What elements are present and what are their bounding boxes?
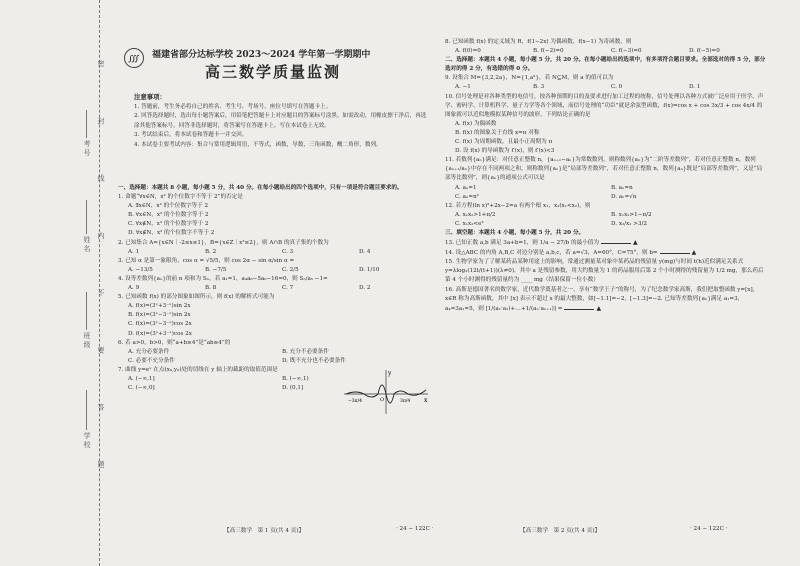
notes-block	[134, 93, 430, 151]
exam-title: 高三数学质量监测	[205, 63, 342, 81]
q10-option-b[interactable]: B. f(x) 的图象关于直线 x=π 对称	[455, 129, 540, 136]
question-4: 4. 设等差数列{aₙ}的前 n 项和为 Sₙ，若 a₁=1，a₄a₆−5a₆−16=0，则 S₅/a₅ −1=	[118, 275, 328, 282]
q4-option-c[interactable]: C. 7	[282, 285, 294, 292]
question-16	[445, 286, 767, 314]
q12-option-c[interactable]: C. x₁x₂<e²	[455, 220, 484, 227]
name-label: 姓名	[83, 236, 91, 254]
q1-option-c[interactable]: C. ∀x∉N，x² 的个位数字等于 2	[128, 221, 209, 228]
class-label: 班级	[83, 332, 91, 350]
q3-option-b[interactable]: B. −7/5	[205, 266, 227, 273]
question-14-text: 14. 设△ABC 的内角 A,B,C 对边分别是 a,b,c，若 a=√3，A=60°，C=75°，则 b=	[445, 250, 658, 257]
note-item: 3. 考试结束后，将本试卷和答题卡一并交回。	[134, 132, 248, 139]
q12-options-row1	[445, 211, 767, 220]
q16-answer-blank[interactable]	[564, 309, 594, 310]
q10-option-d[interactable]: D. 设 f(x) 的导函数为 f′(x)，则 f′(x)<3	[455, 148, 555, 155]
q13-answer-blank[interactable]	[601, 243, 631, 244]
q5-option-d[interactable]: D. f(x)=(3ˣ+3⁻ˣ)cos 2x	[128, 330, 192, 337]
question-9: 9. 设集合 M={3,2,2a}，N={1,a²}，若 N⊆M，则 a 的值可以为	[445, 75, 614, 82]
q10-option-a[interactable]: A. f(x) 为偶函数	[455, 120, 497, 127]
q14-answer-blank[interactable]	[660, 253, 690, 254]
q1-option-d[interactable]: D. ∀x∉N，x² 的个位数字不等于 2	[128, 230, 215, 237]
section-2-heading: 二、选择题：本题共 4 小题，每小题 5 分，共 20 分。在每小题给出的选项中，有多项符合题目要求。全部选对的得 5 分，部分选对的得 2 分，有选错的得 0 分。	[445, 57, 766, 73]
q7-option-b[interactable]: B. (−∞,1)	[282, 375, 309, 382]
note-item: 1. 答题前，考生务必将自己的姓名、考生号、考场号、座位号填写在答题卡上。	[134, 103, 332, 110]
q4-option-b[interactable]: B. 8	[205, 285, 217, 292]
q2-options	[118, 248, 436, 257]
seal-text: 密 封 线 内 不 要 答 题	[97, 60, 105, 492]
note-item: 4. 本试卷主要考试内容：集合与常用逻辑用语，不等式，函数，导数，三角函数，概二角形，数列。	[134, 141, 382, 148]
question-10: 10. 信号处理是对各种类型的电信号，按各种预期的目的及要求进行加工过程的统称，信号处理以各种方式被广泛应用于医学、声学、密码学、计算机科学、量子力学等各个领域，而信号处理的“功臣”就是余弦型函数，f(x)=cos x + cos 3x/3 + cos 4x/4 的图象就可以近似地模拟某种信号的波形，下列结论正确的是	[445, 93, 764, 118]
q2-option-c[interactable]: C. 3	[282, 248, 294, 255]
q8-option-d[interactable]: D. f(−5)=0	[689, 48, 720, 55]
q7-option-d[interactable]: D. (0,1]	[282, 385, 304, 392]
q6-options-row1	[118, 348, 436, 357]
question-14	[445, 248, 767, 258]
graph-label-y: y	[388, 370, 392, 377]
q6-option-a[interactable]: A. 充分必要条件	[128, 348, 170, 355]
q8-options	[445, 47, 767, 56]
name-field[interactable]	[86, 200, 87, 234]
question-5: 5. 已知函数 f(x) 的部分图象如图所示，则 f(x) 的解析式可能为	[118, 294, 275, 301]
q14-blank-mark: ▲	[691, 249, 697, 257]
left-footer-label: 【高三数学 第 1 页(共 4 页)】	[224, 528, 305, 534]
left-footer-code: · 24 − 122C ·	[396, 526, 434, 532]
notes-heading: 注意事项：	[134, 93, 166, 101]
question-11: 11. 若数列{aₙ}满足：对任意正整数 n，{aₙ₊₁−aₙ}为常数数列，则称数列{aₙ}为“二阶等差数列”，若对任意正整数 n，数列{aₙ₊₁/aₙ}中存在不同两项之和，则称数列{aₙ}是“局部等差数列”，若对任意正整数 n，数列{aₙ}既是“局部等差数列”，又是“局部等比数列”，则{aₙ}的通项公式可以是	[445, 157, 763, 182]
note-item: 2. 回答选择题时，选出每小题答案后，用铅笔把答题卡上对应题目的答案标号涂黑。如需改动，用橡皮擦干净后，再选涂其他答案标号。回答非选择题时，将答案写在答题卡上。写在本试卷上无效。	[134, 113, 427, 129]
q2-option-b[interactable]: B. 2	[205, 248, 217, 255]
q7-option-a[interactable]: A. (−∞,1]	[128, 375, 155, 382]
q8-option-c[interactable]: C. f(−3)=0	[611, 48, 642, 55]
q5-option-c[interactable]: C. f(x)=(3ˣ−3⁻ˣ)cos 2x	[128, 321, 192, 328]
graph-label-left: −3π/4	[348, 399, 362, 404]
q9-option-b[interactable]: B. 3	[533, 84, 545, 91]
q11-option-b[interactable]: B. aₙ=n	[611, 184, 633, 191]
question-2: 2. 已知集合 A={x∈N｜-2≤x≤1}，B={x∈Z｜x²≤2}，则 A∩B 的真子集的个数为	[118, 239, 329, 246]
q4-option-d[interactable]: D. 2	[359, 285, 371, 292]
right-page	[445, 38, 767, 314]
class-field[interactable]	[86, 292, 87, 330]
question-7: 7. 曲线 y=eˣ 在点(x₀,y₀)处的切线在 y 轴上的截距的取值范围是	[118, 366, 278, 373]
q9-option-c[interactable]: C. 0	[611, 84, 623, 91]
question-16-text: 16. 高斯是德国著名的数学家，近代数学奠基者之一，享有“数学王子”的称号，为了纪念数学家高斯，我们把取整函数 y=[x]，x∈R 称为高斯函数，其中 [x] 表示不超过 x 的最大整数，如[−1.1]=−2，[−1.3]=−2. 已知等差数列{aₙ}满足 a₁=3，a₄=3a₁=5，则 [1/(a₁·a₂)+…+1/(aₙ·aₙ₊₁)] =	[445, 286, 759, 312]
q1-option-b[interactable]: B. ∀x∈N，x² 的个位数字等于 2	[128, 212, 209, 219]
graph-label-right: 3π/4	[400, 399, 411, 404]
q3-option-d[interactable]: D. 1/10	[359, 266, 380, 273]
exam-subtitle: 福建省部分达标学校 2023～2024 学年第一学期期中	[152, 50, 371, 60]
q9-options	[445, 83, 767, 92]
q11-options-row2	[445, 193, 767, 202]
question-13-text: 13. 已知正数 a,b 满足 3a+b=1，则 1/a − 27/b 的最小值为	[445, 240, 599, 247]
graph-label-origin: O	[380, 397, 385, 403]
q12-option-a[interactable]: A. x₁x₂>1+π/2	[455, 211, 496, 218]
q5-function-graph	[342, 368, 430, 416]
q11-option-c[interactable]: C. aₙ=n²	[455, 193, 479, 200]
q11-options-row1	[445, 184, 767, 193]
q10-option-c[interactable]: C. f(x) 为周期函数，且最小正周期为 π	[455, 139, 553, 146]
q7-option-c[interactable]: C. (−∞,0]	[128, 385, 155, 392]
section-1-heading: 一、选择题：本题共 8 小题，每小题 5 分，共 40 分。在每小题给出的四个选项中，只有一项是符合题目要求的。	[118, 185, 403, 191]
right-footer-label: 【高三数学 第 2 页(共 4 页)】	[520, 528, 601, 534]
question-3: 3. 已知 α 是第一象限角，cos α = √5/5，则 cos 2α − sin α/sin α =	[118, 257, 295, 264]
q11-option-a[interactable]: A. aₙ=1	[455, 184, 477, 191]
question-1: 1. 命题“∀x∈N，x² 的个位数字不等于 2”的否定是	[118, 194, 243, 201]
q12-options-row2	[445, 220, 767, 229]
q2-option-d[interactable]: D. 4	[359, 248, 371, 255]
q3-option-c[interactable]: C. 2/5	[282, 266, 299, 273]
question-8: 8. 已知函数 f(x) 的定义域为 R，f(1−2x) 为偶函数，f(x−1) 为奇函数，则	[445, 39, 632, 45]
q8-option-a[interactable]: A. f(0)=0	[455, 48, 481, 55]
q6-option-c[interactable]: C. 必要不充分条件	[128, 357, 175, 364]
q8-option-b[interactable]: B. f(−2)=0	[533, 48, 564, 55]
school-label: 学校	[83, 432, 91, 450]
exam-no-label: 考号	[83, 140, 91, 158]
question-12: 12. 若方程(ln x)²+2x−2=a 有两个根 x₁，x₂(x₁<x₂)，则	[445, 202, 591, 209]
q6-option-d[interactable]: D. 既不充分也不必要条件	[282, 357, 346, 364]
q12-option-d[interactable]: D. x₂/x₁ >3/2	[611, 220, 647, 227]
q5-option-a[interactable]: A. f(x)=(3ˣ+3⁻ˣ)sin 2x	[128, 303, 191, 310]
q9-option-d[interactable]: D. 1	[689, 84, 701, 91]
q5-option-b[interactable]: B. f(x)=(3ˣ−3⁻ˣ)sin 2x	[128, 312, 191, 319]
school-logo: ∭	[124, 48, 144, 68]
question-15: 15. 生物学家为了了解某药品某种用途上的影响，常通过测量某对象中某药品的残留量 y(mg)与时间 t(h)近似满足关系式 y=λlog₃(12t/(t+1))(λ≠0)，其中 a 是残留参数，用大约数量为 1 的药品服用后第 2 个小时测得的残留量为 1/2 mg，那么药后第 4 个小时测得的残留量约为 ____ mg（结果保留一位小数）	[445, 259, 764, 284]
question-13	[445, 238, 767, 248]
graph-label-x: x	[424, 397, 428, 404]
q12-option-b[interactable]: B. x₁x₂>1−π/2	[611, 211, 652, 218]
q13-blank-mark: ▲	[633, 239, 638, 247]
exam-no-field[interactable]	[86, 110, 87, 138]
q11-option-d[interactable]: D. aₙ=√n	[611, 193, 637, 200]
q16-blank-mark: ▲	[596, 304, 602, 312]
right-footer-code: · 24 − 122C ·	[690, 526, 728, 532]
q3-options	[118, 266, 436, 275]
binding-strip	[0, 0, 112, 566]
q4-options	[118, 284, 436, 293]
left-page	[118, 184, 436, 393]
q9-option-a[interactable]: A. −1	[455, 84, 471, 91]
school-field[interactable]	[86, 390, 87, 430]
section-3-heading: 三、填空题：本题共 4 小题，每小题 5 分，共 20 分。	[445, 229, 585, 236]
q6-options-row2	[118, 357, 436, 366]
q4-option-a[interactable]: A. 9	[128, 285, 140, 292]
q1-option-a[interactable]: A. ∃x∈N，x² 的个位数字等于 2	[128, 203, 209, 210]
q6-option-b[interactable]: B. 充分不必要条件	[282, 348, 329, 355]
q3-option-a[interactable]: A. −13/5	[128, 266, 153, 273]
question-6: 6. 若 a>0，b>0，则“a+b≥4”是“ab≥4”的	[118, 339, 231, 346]
q2-option-a[interactable]: A. 1	[128, 248, 140, 255]
